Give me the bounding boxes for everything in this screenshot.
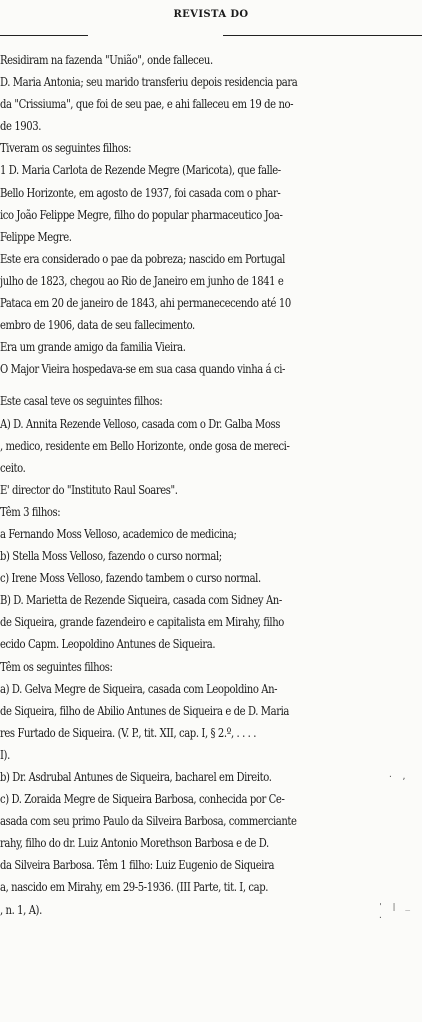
text-line: O Major Vieira hospedava-se em sua casa quando vinha á ci-	[0, 361, 286, 377]
text-line: a Fernando Moss Velloso, academico de medicina;	[0, 525, 237, 541]
header-rule-left	[0, 35, 88, 36]
text-line: b) Stella Moss Velloso, fazendo o curso normal;	[0, 548, 222, 564]
stray-mark: ' | _ .	[378, 902, 413, 920]
text-line: ico João Felippe Megre, filho do popular pharmaceutico Joa-	[0, 206, 283, 222]
text-line: ecido Capm. Leopoldino Antunes de Siqueira.	[0, 636, 216, 652]
text-line: c) D. Zoraida Megre de Siqueira Barbosa, conhecida por Ce-	[0, 791, 285, 807]
text-line: b) Dr. Asdrubal Antunes de Siqueira, bacharel em Direito.	[0, 769, 272, 784]
text-line: D. Maria Antonia; seu marido transferiu depois residencia para	[0, 74, 298, 90]
text-line: 1 D. Maria Carlota de Rezende Megre (Maricota), que falle-	[0, 162, 281, 178]
text-line: A) D. Annita Rezende Velloso, casada com o Dr. Galba Moss	[0, 415, 280, 431]
text-line: embro de 1906, data de seu fallecimento.	[0, 317, 195, 333]
text-line: de 1903.	[0, 118, 42, 134]
text-line: da Silveira Barbosa. Têm 1 filho: Luiz Eugenio de Siqueira	[0, 857, 275, 873]
text-line: Este casal teve os seguintes filhos:	[0, 393, 163, 409]
stray-mark: · ,	[388, 772, 409, 781]
text-line: de Siqueira, grande fazendeiro e capitalista em Mirahy, filho	[0, 614, 284, 630]
text-line: Felippe Megre.	[0, 228, 72, 244]
text-line: rahy, filho do dr. Luiz Antonio Morethson Barbosa e de D.	[0, 835, 269, 851]
text-line: Tiveram os seguintes filhos:	[0, 140, 132, 156]
text-line: I).	[0, 746, 10, 762]
text-line: Era um grande amigo da familia Vieira.	[0, 339, 186, 355]
text-line: Residiram na fazenda "União", onde falleceu.	[0, 52, 213, 67]
text-line: , medico, residente em Bello Horizonte, onde gosa de mereci-	[0, 437, 290, 453]
text-line: Têm os seguintes filhos:	[0, 658, 113, 674]
text-line: da "Crissiuma", que foi de seu pae, e ahi falleceu em 19 de no-	[0, 96, 294, 112]
text-line: B) D. Marietta de Rezende Siqueira, casada com Sidney An-	[0, 592, 282, 608]
text-line: E' director do "Instituto Raul Soares".	[0, 481, 178, 497]
text-line: , n. 1, A).	[0, 901, 42, 917]
body-text	[0, 49, 387, 921]
text-line: de Siqueira, filho de Abilio Antunes de Siqueira e de D. Maria	[0, 702, 290, 718]
text-line: a, nascido em Mirahy, em 29-5-1936. (III Parte, tit. I, cap.	[0, 879, 269, 895]
text-line	[0, 380, 387, 390]
running-head: REVISTA DO	[173, 9, 249, 20]
text-line: Bello Horizonte, em agosto de 1937, foi casada com o phar-	[0, 184, 281, 200]
text-line: asada com seu primo Paulo da Silveira Barbosa, commerciante	[0, 813, 297, 829]
text-line: res Furtado de Siqueira. (V. P., tit. XII, cap. I, § 2.º, . . . .	[0, 724, 256, 740]
text-line: Têm 3 filhos:	[0, 503, 61, 519]
text-line: julho de 1823, chegou ao Rio de Janeiro em junho de 1841 e	[0, 272, 284, 288]
text-line: a) D. Gelva Megre de Siqueira, casada com Leopoldino An-	[0, 680, 278, 696]
text-line: Patacа em 20 de janeiro de 1843, ahi permanececendo até 10	[0, 295, 291, 311]
text-line: c) Irene Moss Velloso, fazendo tambem o curso normal.	[0, 570, 261, 586]
text-line: Este era considerado o pae da pobreza; nascido em Portugal	[0, 250, 285, 266]
text-line: ceito.	[0, 459, 26, 475]
header-rule-right	[223, 35, 422, 36]
